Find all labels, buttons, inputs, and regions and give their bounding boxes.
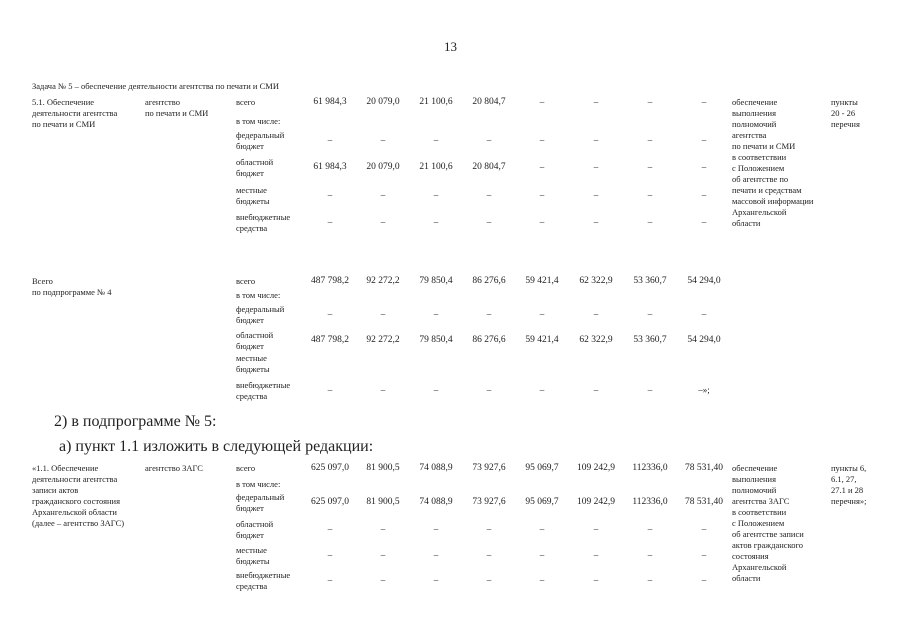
value-cell: 487 798,2 — [311, 276, 349, 286]
source-label: местные бюджеты — [236, 185, 270, 206]
value-cell: 625 097,0 — [311, 497, 349, 507]
value-cell: – — [539, 97, 545, 107]
source-label: местные бюджеты — [236, 545, 270, 566]
value-cell: 61 984,3 — [313, 97, 347, 107]
value-cell: – — [647, 309, 653, 319]
value-cell: – — [701, 162, 707, 172]
value-cell: 487 798,2 — [311, 335, 349, 345]
value-cell: – — [433, 524, 439, 534]
value-cell: – — [433, 309, 439, 319]
value-cell: 62 322,9 — [579, 335, 613, 345]
row-name: Всего по подпрограмме № 4 — [32, 276, 112, 297]
value-cell: –»; — [698, 385, 710, 395]
value-cell: 79 850,4 — [419, 276, 453, 286]
source-label: всего — [236, 276, 256, 286]
value-cell: – — [593, 575, 599, 585]
value-cell: – — [593, 385, 599, 395]
section-heading-2: 2) в подпрограмме № 5: — [54, 413, 217, 430]
value-cell: – — [593, 217, 599, 227]
value-cell: – — [327, 385, 333, 395]
value-cell: – — [380, 190, 386, 200]
value-cell: 112336,0 — [632, 497, 668, 507]
value-cell: – — [433, 575, 439, 585]
value-cell: – — [327, 550, 333, 560]
source-label: внебюджетные средства — [236, 570, 291, 591]
source-label: областной бюджет — [236, 157, 274, 178]
value-cell: 109 242,9 — [577, 463, 615, 473]
value-cell: – — [647, 575, 653, 585]
source-label: в том числе: — [236, 479, 281, 489]
value-cell: 20 804,7 — [472, 97, 506, 107]
value-cell: – — [380, 217, 386, 227]
value-cell: 112336,0 — [632, 463, 668, 473]
value-cell: 74 088,9 — [419, 463, 453, 473]
source-label: федеральный бюджет — [236, 130, 285, 151]
value-cell: 53 360,7 — [633, 335, 667, 345]
value-cell: 54 294,0 — [687, 335, 721, 345]
value-cell: 86 276,6 — [472, 276, 506, 286]
source-label: местные бюджеты — [236, 353, 270, 374]
value-cell: – — [486, 217, 492, 227]
value-cell: 20 079,0 — [366, 97, 400, 107]
source-label: областной бюджет — [236, 330, 274, 351]
value-cell: 78 531,40 — [685, 463, 723, 473]
value-cell: – — [647, 190, 653, 200]
value-cell: 625 097,0 — [311, 463, 349, 473]
value-cell: 95 069,7 — [525, 497, 559, 507]
value-cell: – — [327, 217, 333, 227]
value-cell: – — [593, 162, 599, 172]
row-executor: агентство ЗАГС — [145, 463, 203, 473]
value-cell: 81 900,5 — [366, 463, 400, 473]
value-cell: – — [539, 385, 545, 395]
value-cell: – — [593, 97, 599, 107]
value-cell: – — [593, 550, 599, 560]
value-cell: – — [647, 97, 653, 107]
value-cell: 81 900,5 — [366, 497, 400, 507]
value-cell: – — [486, 309, 492, 319]
value-cell: 92 272,2 — [366, 335, 400, 345]
value-cell: – — [647, 217, 653, 227]
value-cell: – — [701, 97, 707, 107]
value-cell: 73 927,6 — [472, 497, 506, 507]
row-name: 5.1. Обеспечение деятельности агентства по печати и СМИ — [32, 97, 118, 129]
value-cell: – — [380, 309, 386, 319]
value-cell: 73 927,6 — [472, 463, 506, 473]
value-cell: 59 421,4 — [525, 276, 559, 286]
value-cell: – — [327, 135, 333, 145]
value-cell: 79 850,4 — [419, 335, 453, 345]
value-cell: – — [539, 575, 545, 585]
value-cell: – — [701, 575, 707, 585]
value-cell: 59 421,4 — [525, 335, 559, 345]
value-cell: 95 069,7 — [525, 463, 559, 473]
page-number: 13 — [444, 39, 457, 54]
value-cell: 53 360,7 — [633, 276, 667, 286]
row-note: обеспечение выполнения полномочий агентства по печати и СМИ в соответствии с Положением об агентстве по печати и средствам массовой информации Архангельской области — [732, 97, 814, 228]
source-label: федеральный бюджет — [236, 304, 285, 325]
value-cell: 74 088,9 — [419, 497, 453, 507]
value-cell: – — [647, 524, 653, 534]
value-cell: – — [647, 135, 653, 145]
value-cell: – — [701, 550, 707, 560]
value-cell: – — [380, 550, 386, 560]
value-cell: – — [701, 309, 707, 319]
value-cell: – — [647, 162, 653, 172]
source-label: в том числе: — [236, 116, 281, 126]
value-cell: – — [433, 550, 439, 560]
value-cell: – — [433, 385, 439, 395]
value-cell: – — [593, 309, 599, 319]
value-cell: – — [380, 385, 386, 395]
value-cell: 61 984,3 — [313, 162, 347, 172]
value-cell: – — [701, 135, 707, 145]
value-cell: 62 322,9 — [579, 276, 613, 286]
value-cell: – — [539, 217, 545, 227]
value-cell: 109 242,9 — [577, 497, 615, 507]
value-cell: – — [647, 385, 653, 395]
source-label: областной бюджет — [236, 519, 274, 540]
value-cell: – — [327, 524, 333, 534]
value-cell: – — [593, 190, 599, 200]
value-cell: – — [380, 575, 386, 585]
value-cell: – — [327, 575, 333, 585]
value-cell: – — [539, 135, 545, 145]
value-cell: – — [539, 550, 545, 560]
value-cell: – — [486, 550, 492, 560]
value-cell: – — [486, 575, 492, 585]
value-cell: – — [701, 217, 707, 227]
row-ref: пункты 20 - 26 перечня — [831, 97, 860, 129]
value-cell: – — [486, 135, 492, 145]
value-cell: – — [433, 217, 439, 227]
value-cell: – — [593, 524, 599, 534]
value-cell: – — [486, 385, 492, 395]
row-note: обеспечение выполнения полномочий агентства ЗАГС в соответствии с Положением об агентстве записи актов гражданского состояния Архангельской области — [732, 463, 804, 583]
value-cell: – — [433, 190, 439, 200]
source-label: всего — [236, 463, 256, 473]
value-cell: 86 276,6 — [472, 335, 506, 345]
source-label: внебюджетные средства — [236, 212, 291, 233]
value-cell: – — [701, 524, 707, 534]
value-cell: – — [539, 162, 545, 172]
value-cell: – — [380, 524, 386, 534]
value-cell: – — [486, 524, 492, 534]
value-cell: – — [539, 190, 545, 200]
row-ref: пункты 6, 6.1, 27, 27.1 и 28 перечня»; — [831, 463, 867, 506]
task-heading: Задача № 5 – обеспечение деятельности агентства по печати и СМИ — [32, 81, 279, 91]
value-cell: – — [647, 550, 653, 560]
value-cell: – — [701, 190, 707, 200]
value-cell: 20 079,0 — [366, 162, 400, 172]
row-name: «1.1. Обеспечение деятельности агентства записи актов гражданского состояния Архангельской области (далее – агентство ЗАГС) — [32, 463, 125, 528]
value-cell: 20 804,7 — [472, 162, 506, 172]
value-cell: 21 100,6 — [419, 162, 453, 172]
value-cell: 92 272,2 — [366, 276, 400, 286]
source-label: всего — [236, 97, 256, 107]
value-cell: – — [539, 524, 545, 534]
value-cell: – — [593, 135, 599, 145]
section-heading-a: а) пункт 1.1 изложить в следующей редакции: — [59, 438, 374, 455]
value-cell: – — [433, 135, 439, 145]
value-cell: – — [327, 190, 333, 200]
value-cell: – — [539, 309, 545, 319]
value-cell: 54 294,0 — [687, 276, 721, 286]
value-cell: 78 531,40 — [685, 497, 723, 507]
value-cell: – — [327, 309, 333, 319]
value-cell: – — [486, 190, 492, 200]
source-label: федеральный бюджет — [236, 492, 285, 513]
source-label: в том числе: — [236, 290, 281, 300]
source-label: внебюджетные средства — [236, 380, 291, 401]
value-cell: 21 100,6 — [419, 97, 453, 107]
value-cell: – — [380, 135, 386, 145]
row-executor: агентство по печати и СМИ — [145, 97, 209, 118]
